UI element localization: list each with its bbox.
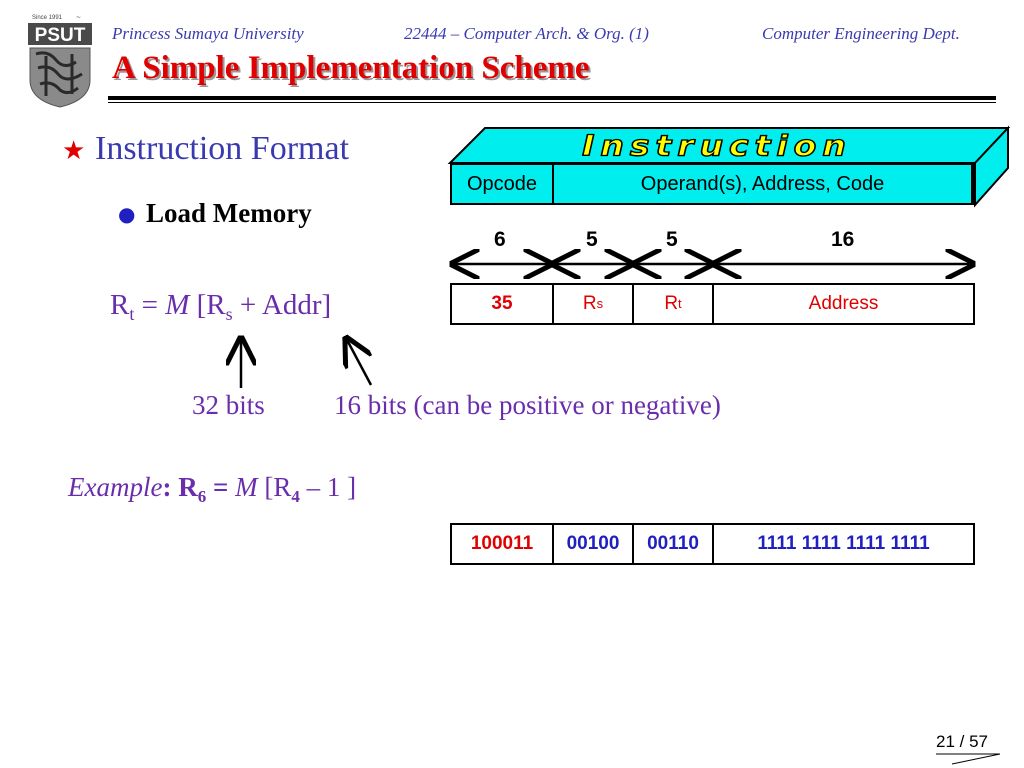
- logo-since: Since 1991: [32, 15, 63, 21]
- width-label-rt: 5: [666, 228, 678, 251]
- example-opcode-cell: 100011: [452, 525, 554, 563]
- width-label-opcode: 6: [494, 228, 506, 251]
- star-bullet-icon: ★: [62, 136, 86, 166]
- logo-text: PSUT: [34, 25, 86, 46]
- header-department: Computer Engineering Dept.: [762, 24, 960, 43]
- pointer-arrow-16bits: [346, 338, 371, 385]
- annotation-32-bits: 32 bits: [192, 390, 265, 420]
- header-university: Princess Sumaya University: [112, 24, 304, 43]
- slide-title: A Simple Implementation Scheme: [112, 50, 590, 86]
- opcode-field-label: Opcode: [452, 165, 554, 203]
- instruction-banner: Instruction: [582, 130, 852, 163]
- page-number: 21 / 57: [936, 732, 988, 751]
- format-rs-cell: R s: [554, 285, 634, 323]
- format-opcode-cell: 35: [452, 285, 554, 323]
- format-address-cell: Address: [808, 293, 879, 314]
- svg-text:~: ~: [76, 14, 82, 21]
- format-fields-row: [450, 283, 975, 325]
- example-rt-cell: 00110: [634, 525, 714, 563]
- bullet-load-memory: Load Memory: [146, 198, 312, 228]
- example-formula: Example: $R_6 = M$ [$R_4 - 1$ ]: [68, 472, 357, 506]
- bullet-instruction-format: Instruction Format: [95, 130, 350, 167]
- dot-bullet-icon: ●: [118, 202, 136, 226]
- example-fields-row: [450, 523, 975, 565]
- width-label-address: 16: [831, 228, 855, 251]
- annotation-16-bits: 16 bits (can be positive or negative): [334, 390, 721, 420]
- instruction-box-front: [450, 163, 975, 205]
- header-course: 22444 – Computer Arch. & Org. (1): [404, 24, 649, 43]
- load-formula: $R_t = M$ [$R_s$ + Addr]: [110, 289, 332, 324]
- example-address-cell: 1111 1111 1111 1111: [757, 533, 930, 554]
- page-arrow: [952, 754, 1000, 764]
- width-label-rs: 5: [586, 228, 598, 251]
- operand-field-label: Operand(s), Address, Code: [554, 165, 973, 203]
- example-rs-cell: 00100: [554, 525, 634, 563]
- format-rt-cell: R t: [634, 285, 714, 323]
